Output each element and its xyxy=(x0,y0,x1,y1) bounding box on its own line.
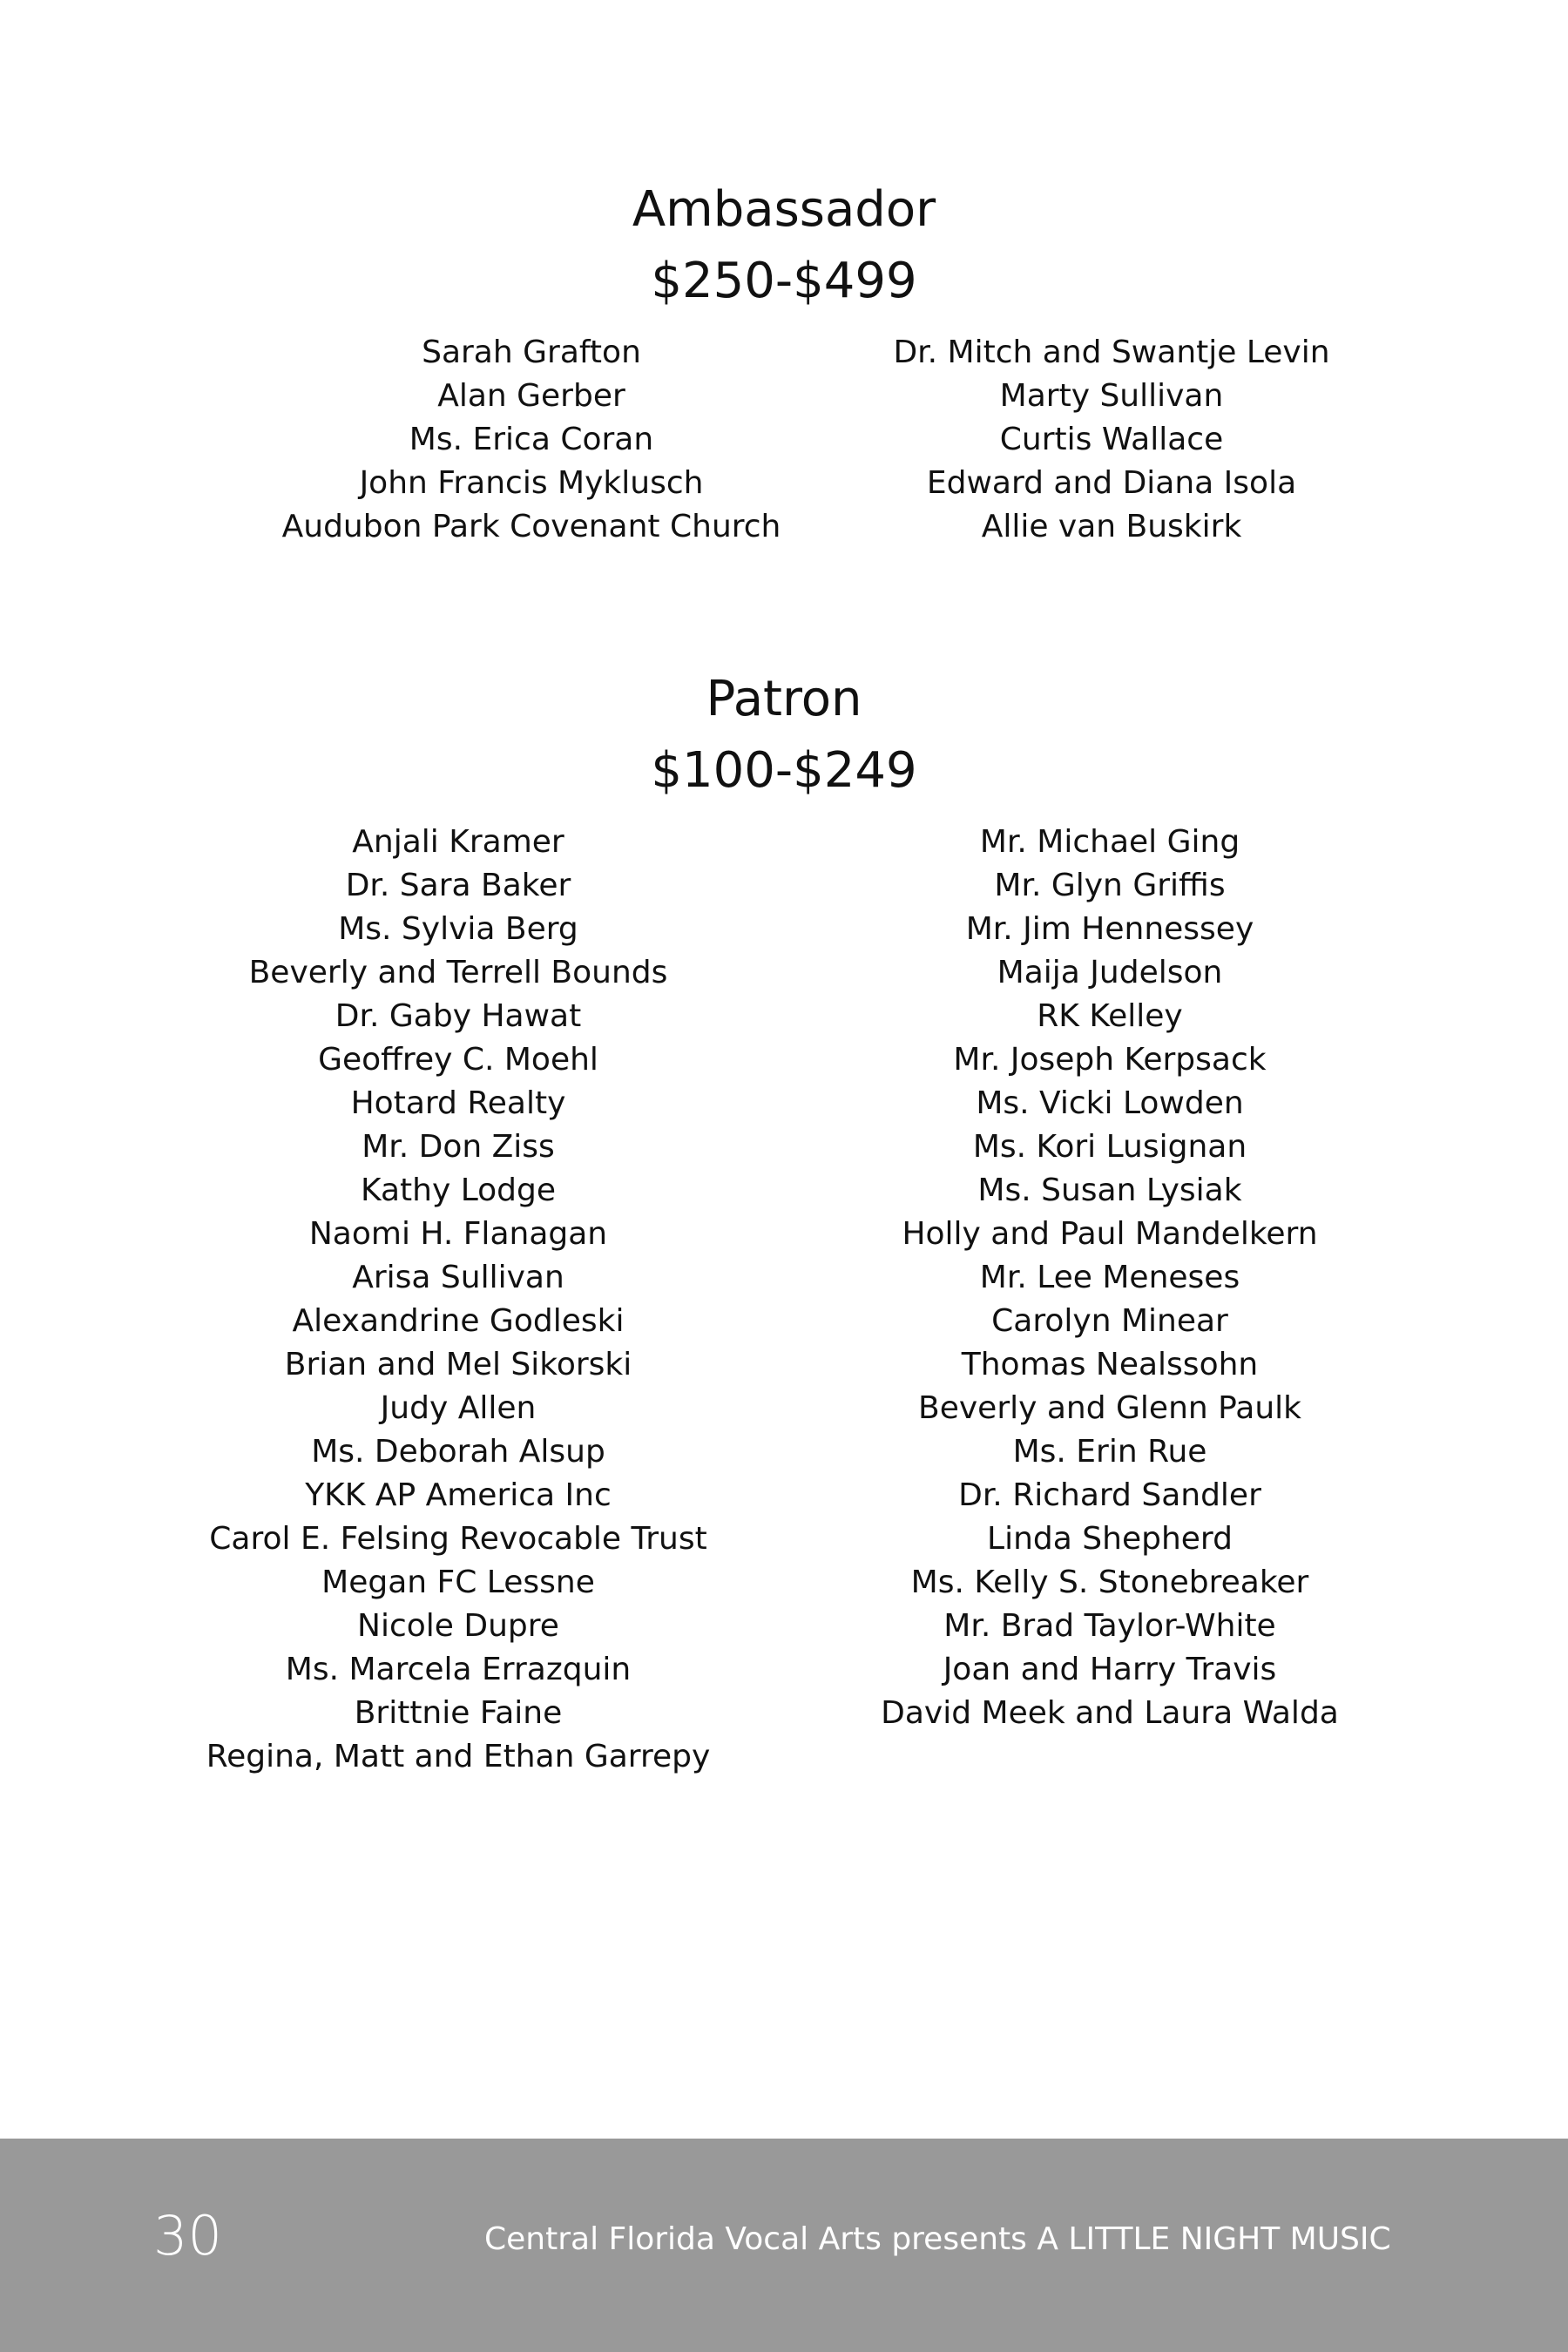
donor-name: Mr. Don Ziss xyxy=(362,1129,555,1165)
donor-name: Maija Judelson xyxy=(997,955,1223,990)
donor-name: Linda Shepherd xyxy=(987,1521,1233,1557)
donor-name: Mr. Lee Meneses xyxy=(979,1260,1240,1295)
donor-name: Geoffrey C. Moehl xyxy=(318,1042,598,1078)
donor-name: Mr. Glyn Griffis xyxy=(994,868,1226,903)
donor-name: Judy Allen xyxy=(380,1390,537,1426)
ambassador-range: $250-$499 xyxy=(651,253,917,309)
ambassador-right-list xyxy=(833,331,1390,549)
donor-name: Joan and Harry Travis xyxy=(943,1652,1277,1687)
footer-program-title: Central Florida Vocal Arts presents A LITTLE NIGHT MUSIC xyxy=(484,2221,1391,2257)
donor-name: Nicole Dupre xyxy=(357,1608,559,1644)
donor-name: Megan FC Lessne xyxy=(321,1565,595,1600)
donor-name: Ms. Deborah Alsup xyxy=(311,1434,605,1470)
donor-name: Ms. Kori Lusignan xyxy=(972,1129,1247,1165)
patron-title: Patron xyxy=(706,671,862,727)
donor-name: Holly and Paul Mandelkern xyxy=(902,1216,1318,1252)
donor-name: Mr. Michael Ging xyxy=(979,824,1240,860)
donor-name: Alan Gerber xyxy=(437,378,625,414)
donor-name: Dr. Gaby Hawat xyxy=(335,998,582,1034)
donor-name: Carolyn Minear xyxy=(991,1303,1228,1339)
donor-name: Alexandrine Godleski xyxy=(292,1303,625,1339)
donor-name: Mr. Joseph Kerpsack xyxy=(953,1042,1267,1078)
page-footer xyxy=(0,2139,1568,2352)
patron-right-list xyxy=(831,821,1389,1735)
donor-name: Naomi H. Flanagan xyxy=(308,1216,608,1252)
patron-range: $100-$249 xyxy=(651,742,917,799)
donor-name: Thomas Nealssohn xyxy=(961,1347,1259,1382)
donor-name: Ms. Erica Coran xyxy=(409,422,654,457)
donor-name: Anjali Kramer xyxy=(352,824,564,860)
donor-name: Ms. Sylvia Berg xyxy=(338,911,578,947)
donor-name: Dr. Richard Sandler xyxy=(958,1477,1261,1513)
donor-name: Edward and Diana Isola xyxy=(926,465,1297,501)
donor-name: Mr. Jim Hennessey xyxy=(965,911,1254,947)
donor-name: Beverly and Glenn Paulk xyxy=(918,1390,1301,1426)
donor-name: David Meek and Laura Walda xyxy=(881,1695,1339,1731)
donor-name: Ms. Susan Lysiak xyxy=(977,1173,1242,1208)
donor-name: Ms. Vicki Lowden xyxy=(976,1085,1244,1121)
donor-name: Carol E. Felsing Revocable Trust xyxy=(209,1521,707,1557)
donor-name: Arisa Sullivan xyxy=(352,1260,564,1295)
donor-name: Curtis Wallace xyxy=(999,422,1224,457)
donor-name: Audubon Park Covenant Church xyxy=(281,509,781,544)
donor-name: Dr. Mitch and Swantje Levin xyxy=(893,335,1330,370)
donor-name: Allie van Buskirk xyxy=(981,509,1242,544)
page-number: 30 xyxy=(153,2204,222,2268)
donor-name: RK Kelley xyxy=(1037,998,1183,1034)
donor-name: Regina, Matt and Ethan Garrepy xyxy=(206,1739,711,1774)
ambassador-left-list xyxy=(253,331,810,549)
donor-name: Ms. Marcela Errazquin xyxy=(285,1652,632,1687)
donor-name: John Francis Myklusch xyxy=(359,465,704,501)
donor-name: Brian and Mel Sikorski xyxy=(284,1347,632,1382)
patron-left-list xyxy=(179,821,737,1779)
donor-name: Sarah Grafton xyxy=(422,335,641,370)
donor-name: YKK AP America Inc xyxy=(305,1477,612,1513)
donor-name: Ms. Kelly S. Stonebreaker xyxy=(910,1565,1309,1600)
donor-name: Ms. Erin Rue xyxy=(1012,1434,1207,1470)
donor-name: Brittnie Faine xyxy=(354,1695,563,1731)
donor-name: Mr. Brad Taylor-White xyxy=(943,1608,1276,1644)
ambassador-title: Ambassador xyxy=(632,181,936,238)
donor-name: Marty Sullivan xyxy=(999,378,1224,414)
donor-name: Beverly and Terrell Bounds xyxy=(248,955,668,990)
donor-name: Hotard Realty xyxy=(350,1085,566,1121)
donor-name: Dr. Sara Baker xyxy=(345,868,571,903)
donor-name: Kathy Lodge xyxy=(360,1173,556,1208)
